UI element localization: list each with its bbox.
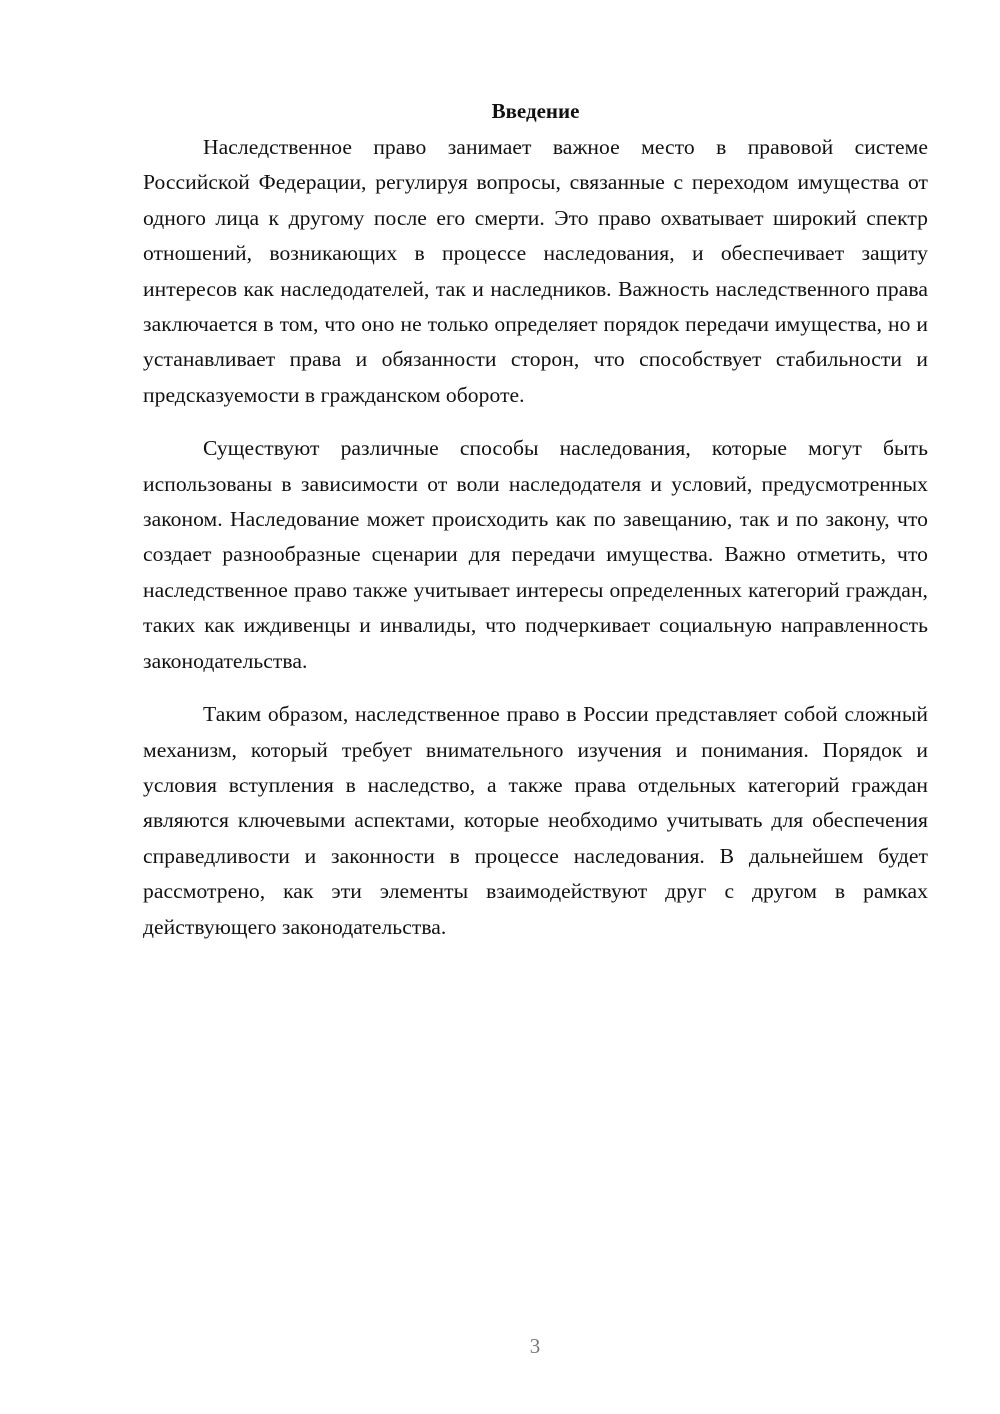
paragraph-3: Таким образом, наследственное право в России представляет собой сложный механизм, который требует внимательного изучения и понимания. Порядок и условия вступления в наследство, а также права отдельных категорий граждан являются ключевыми аспектами, которые необходимо учитывать для обеспечения справедливости и законности в процессе наследования. В дальнейшем будет рассмотрено, как эти элементы взаимодействуют друг с другом в рамках действующего законодательства.	[143, 702, 928, 939]
page-number: 3	[529, 1334, 541, 1358]
paragraph-2: Существуют различные способы наследования, которые могут быть использованы в зависимости от воли наследодателя и условий, предусмотренных законом. Наследование может происходить как по завещанию, так и по закону, что создает разнообразные сценарии для передачи имущества. Важно отметить, что наследственное право также учитывает интересы определенных категорий граждан, таких как иждивенцы и инвалиды, что подчеркивает социальную направленность законодательства.	[143, 436, 928, 673]
paragraph-1: Наследственное право занимает важное место в правовой системе Российской Федерации, регулируя вопросы, связанные с переходом имущества от одного лица к другому после его смерти. Это право охватывает широкий спектр отношений, возникающих в процессе наследования, и обеспечивает защиту интересов как наследодателей, так и наследников. Важность наследственного права заключается в том, что оно не только определяет порядок передачи имущества, но и устанавливает права и обязанности сторон, что способствует стабильности и предсказуемости в гражданском обороте.	[143, 135, 928, 407]
page-content	[143, 96, 928, 963]
section-title: Введение	[491, 99, 580, 123]
